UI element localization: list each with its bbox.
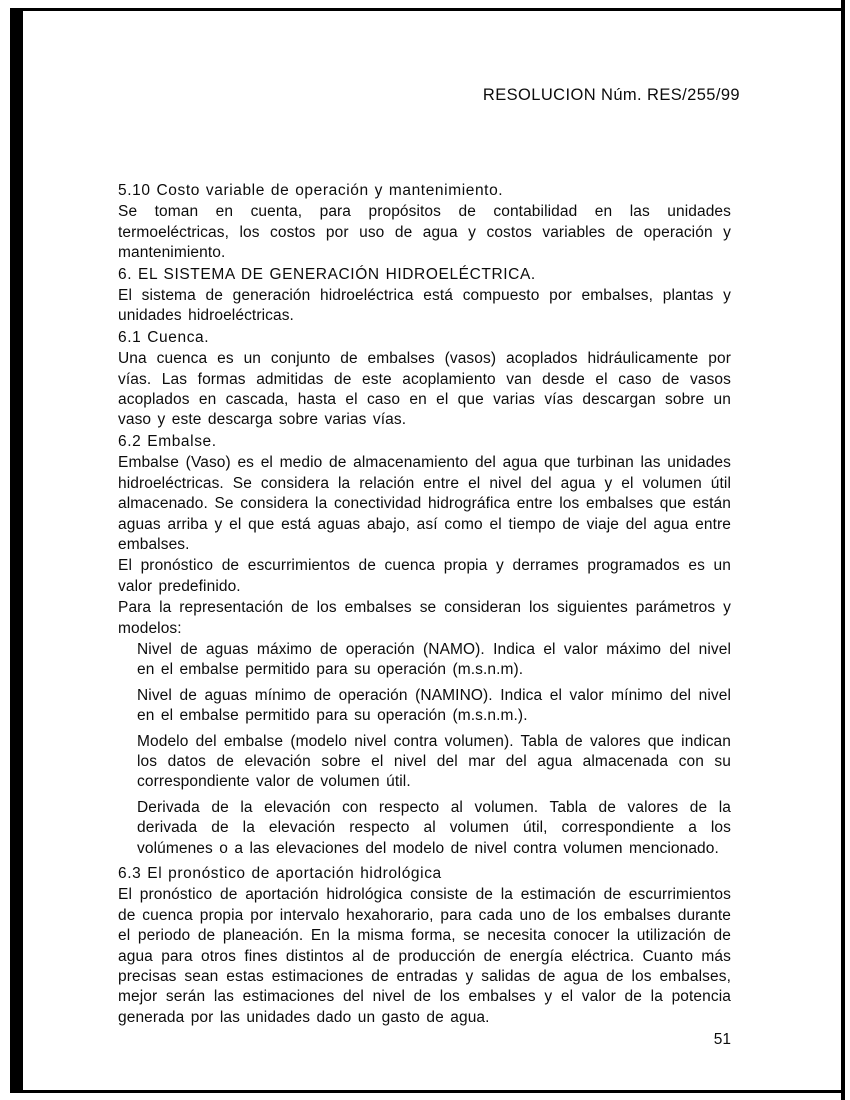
paragraph-6-2-parametros: Para la representación de los embalses se consideran los siguientes parámetros y modelos: — [118, 599, 731, 637]
paragraph-6-1: Una cuenca es un conjunto de embalses (vasos) acoplados hidráulicamente por vías. Las formas admitidas de este acoplamiento van desde el caso de vasos acoplados en cascada, hasta el caso en el que varias vías descargan sobre un vaso y este descarga sobre varias vías. — [118, 350, 731, 429]
page-number: 51 — [713, 1031, 731, 1048]
heading-6-2: 6.2 Embalse. — [118, 432, 217, 450]
scan-border-right — [841, 0, 845, 1100]
document-header: RESOLUCION Núm. RES/255/99 — [482, 86, 740, 104]
list-item-derivada: Derivada de la elevación con respecto al volumen. Tabla de valores de la derivada de la elevación respecto al volumen útil, correspondiente a los volúmenes o a las elevaciones del modelo de nivel contra volumen mencionado. — [137, 798, 731, 857]
scan-border-left — [10, 8, 23, 1093]
paragraph-6-2-embalse: Embalse (Vaso) es el medio de almacenamiento del agua que turbinan las unidades hidroeléctricas. Se considera la relación entre el nivel del agua y el volumen útil almacenado. Se considera la conectividad hidrográfica entre los embalses que están aguas arriba y el que está aguas abajo, así como el tiempo de viaje del agua entre embalses. — [118, 454, 731, 553]
document-body — [118, 180, 731, 1029]
scan-border-top — [10, 8, 844, 11]
heading-6: 6. EL SISTEMA DE GENERACIÓN HIDROELÉCTRICA. — [118, 265, 536, 283]
list-item-namino: Nivel de aguas mínimo de operación (NAMINO). Indica el valor mínimo del nivel en el embalse permitido para su operación (m.s.n.m.). — [137, 686, 731, 725]
paragraph-6: El sistema de generación hidroeléctrica está compuesto por embalses, plantas y unidades hidroeléctricas. — [118, 287, 731, 325]
heading-5-10: 5.10 Costo variable de operación y mantenimiento. — [118, 182, 504, 199]
scan-border-bottom — [10, 1090, 845, 1093]
paragraph-6-2-pronostico: El pronóstico de escurrimientos de cuenca propia y derrames programados es un valor predefinido. — [118, 557, 731, 595]
heading-6-1: 6.1 Cuenca. — [118, 328, 210, 346]
list-item-modelo-embalse: Modelo del embalse (modelo nivel contra volumen). Tabla de valores que indican los datos de elevación sobre el nivel del mar del agua almacenada con su correspondiente valor de volumen útil. — [137, 732, 731, 791]
paragraph-5-10: Se toman en cuenta, para propósitos de contabilidad en las unidades termoeléctricas, los costos por uso de agua y costos variables de operación y mantenimiento. — [118, 203, 731, 262]
paragraph-6-3: El pronóstico de aportación hidrológica consiste de la estimación de escurrimientos de cuenca propia por intervalo hexahorario, para cada uno de los embalses durante el periodo de planeación. En la misma forma, se necesita conocer la utilización de agua para otros fines distintos al de producción de energía eléctrica. Cuanto más precisas sean estas estimaciones de entradas y salidas de agua de los embalses, mejor serán las estimaciones del nivel de los embalses y el valor de la potencia generada por las unidades dado un gasto de agua. — [118, 886, 731, 1026]
list-item-namo: Nivel de aguas máximo de operación (NAMO). Indica el valor máximo del nivel en el embalse permitido para su operación (m.s.n.m). — [137, 640, 731, 679]
heading-6-3: 6.3 El pronóstico de aportación hidrológica — [118, 865, 442, 882]
